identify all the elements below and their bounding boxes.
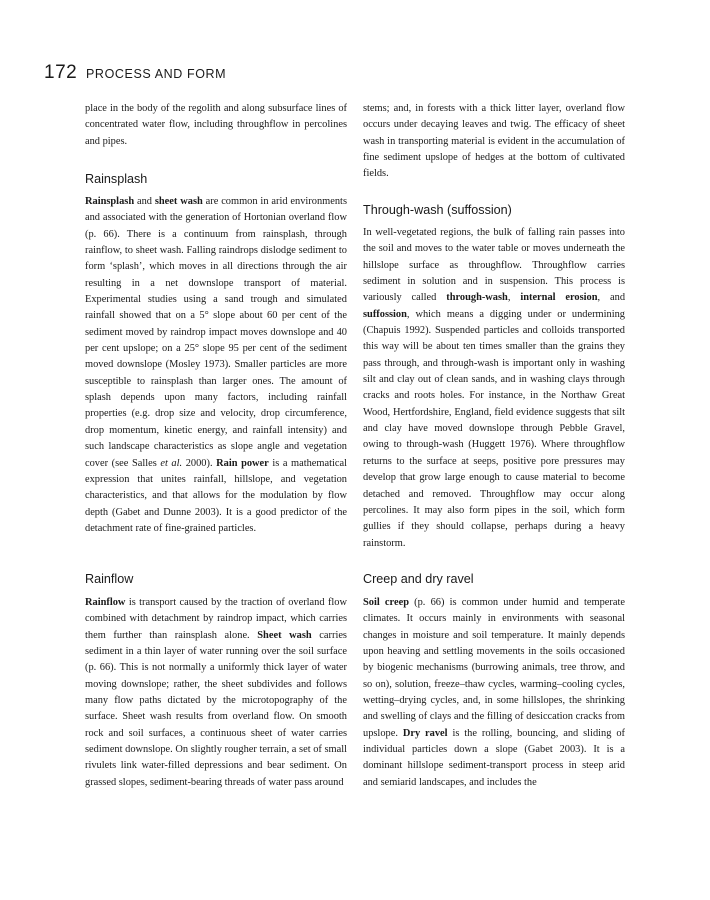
term-internal-erosion: internal erosion (520, 292, 598, 304)
page-number: 172 (44, 62, 78, 83)
term-dry-ravel: Dry ravel (402, 727, 448, 739)
running-head: PROCESS AND FORM (86, 67, 227, 81)
text-run: are common in arid environments and associated with the generation of Hortonian overland flow (p. 66). There is a continuum from rainsplash, through rainflow, to sheet wash. Falling raindrops dislodge sediment to form ‘splash’, which moves in all directions through the air resulting in a net downslope transport of material. Experimental studies using a sand trough and simulated rainfall showed that on a 5° slope about 60 per cent of the sediment moved by raindrop impact moves downslope and 40 per cent upslope; on a 25° slope 95 per cent of the sediment moved downslope (Mosley 1973). Smaller particles are more susceptible to rainsplash than larger ones. The amount of splash depends upon many factors, including rainfall properties (e.g. drop size and velocity, drop circumference, drop momentum, kinetic energy, and rainfall intensity) and such landscape characteristics as slope angle and vegetation cover (see Salles (85, 196, 347, 469)
text-run: is the rolling, bouncing, and sliding of individual particles down a slope (Gabet 2003). It is a dominant hillslope sediment-transport process in steep arid and semiarid landscapes, and includes the (363, 727, 625, 788)
text-run: is a mathematical expression that unites rainfall, hillslope, and vegetation characteristics, and that allows for the modulation by flow depth (Gabet and Dunne 2003). It is a good predictor of the detachment rate of fine-grained particles. (85, 457, 347, 534)
term-rainflow: Rainflow (85, 597, 126, 608)
section-heading-through-wash: Through-wash (suffossion) (363, 203, 512, 217)
text-run: In well-vegetated regions, the bulk of falling rain passes into the soil and moves to the water table or moves underneath the hillslope surface as throughflow. Throughflow carries sediment in solution and in suspension. This process is variously called (363, 227, 625, 304)
section-heading-rainflow: Rainflow (85, 572, 134, 586)
creep-paragraph (363, 595, 625, 791)
rainflow-paragraph (85, 595, 347, 791)
term-rain-power: Rain power (216, 457, 269, 469)
term-through-wash: through-wash (446, 292, 508, 304)
text-run: , and (597, 292, 626, 304)
term-soil-creep: Soil creep (363, 597, 409, 608)
text-run: is transport caused by the traction of overland flow combined with detachment by raindrop impact, which carries them further than rainsplash alone. (85, 597, 347, 641)
term-sheet-wash-2: Sheet wash (257, 629, 312, 641)
text-run: , which means a digging under or undermining (Chapuis 1992). Suspended particles and colloids transported this way will be about ten times smaller than the grains they pass through, and through-wash is important only in washing silt and clay out of clean sands, and in washing clays through cracks and roots holes. For instance, in the Northaw Great Wood, Hertfordshire, England, field evidence suggests that silt and clay have moved downslope through Pebble Gravel, owing to through-wash (Huggett 1976). Where throughflow returns to the surface at seeps, positive pore pressures may develop that grow large enough to cause material to become detached and removed. Throughflow may occur along percolines. It may also form pipes in the soil, which form gullies if they should collapse, perhaps during a heavy rainstorm. (363, 308, 625, 549)
text-run: carries sediment in a thin layer of water running over the soil surface (p. 66). This is not normally a uniformly thick layer of water moving downslope; rather, the sheet subdivides and follows many flow paths dictated by the microtopography of the surface. Sheet wash results from overland flow. On smooth rock and soil surfaces, a continuous sheet of water carries sediment downslope. On slightly rougher terrain, a set of small rivulets link water-filled depressions and bear sediment. On grassed slopes, sediment-bearing threads of water pass around (85, 629, 347, 788)
term-sheet-wash: sheet wash (154, 196, 203, 207)
through-wash-paragraph (363, 225, 625, 552)
intro-paragraph-left: place in the body of the regolith and along subsurface lines of concentrated water flow, including throughflow in percolines and pipes. (85, 103, 347, 147)
text-run: (p. 66) is common under humid and temperate climates. It occurs mainly in environments with seasonal changes in moisture and soil temperature. It mainly depends upon heaving and settling movements in the soils occasioned by biogenic mechanisms (burrowing animals, tree throw, and so on), solution, freeze–thaw cycles, warming–cooling cycles, wetting–drying cycles, and, in some hillslopes, the shrinking and swelling of clays and the filling of desiccation cracks from upslope. (363, 597, 625, 739)
rainsplash-paragraph (85, 194, 347, 537)
et-al: et al. (160, 457, 183, 469)
term-rainsplash: Rainsplash (85, 196, 135, 207)
section-heading-rainsplash: Rainsplash (85, 172, 148, 186)
page-header (44, 62, 664, 86)
term-suffossion: suffossion (363, 308, 407, 320)
text-run: , (507, 292, 521, 304)
text-run: and (134, 196, 155, 207)
text-run: 2000). (182, 457, 217, 469)
section-heading-creep: Creep and dry ravel (363, 572, 474, 586)
intro-paragraph-right: stems; and, in forests with a thick litter layer, overland flow occurs under decaying leaves and twig. The efficacy of sheet wash in transporting material is evident in the accumulation of fine sediment upslope of hedges at the bottom of cultivated fields. (363, 103, 625, 180)
